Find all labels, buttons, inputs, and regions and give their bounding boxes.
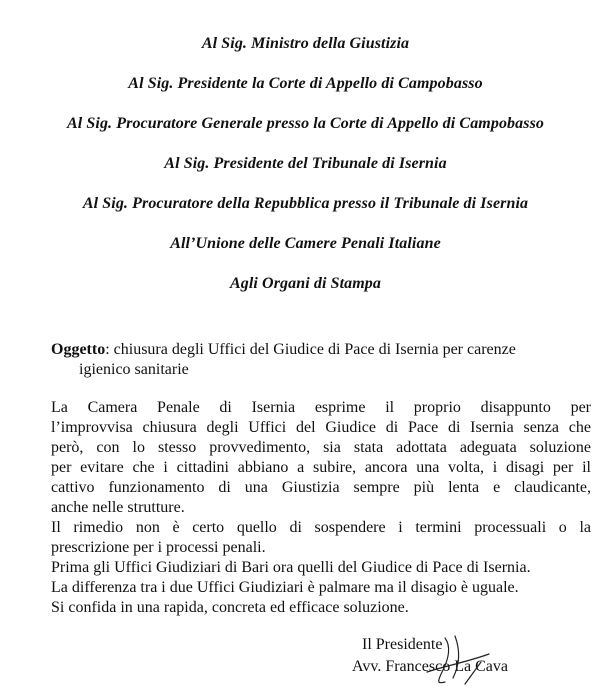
handwritten-signature-icon	[415, 632, 495, 688]
recipient-tribunal-president: Al Sig. Presidente del Tribunale di Isernia	[164, 155, 447, 172]
body-line: l’improvvisa chiusura degli Uffici del Giudice di Pace di Isernia senza che	[51, 419, 591, 436]
subject-block	[51, 340, 591, 380]
subject-label: Oggetto	[51, 341, 106, 358]
body-line: però, con lo stesso provvedimento, sia stata adottata adeguata soluzione	[51, 439, 591, 456]
recipient-minister: Al Sig. Ministro della Giustizia	[201, 35, 410, 52]
recipient-union: All’Unione delle Camere Penali Italiane	[170, 235, 441, 252]
recipients-list	[0, 34, 611, 314]
subject-line-1	[51, 340, 591, 360]
paragraph-1	[51, 398, 591, 518]
recipient-court-president: Al Sig. Presidente la Corte di Appello di Campobasso	[128, 75, 483, 92]
body-line: cattivo funzionamento di una Giustizia sempre più lenta e claudicante,	[51, 479, 591, 496]
letter-body	[51, 398, 591, 618]
paragraph-4: La differenza tra i due Uffici Giudiziari è palmare ma il disagio è uguale.	[51, 579, 519, 596]
body-line: per evitare che i cittadini abbiano a subire, ancora una volta, i disagi per il	[51, 459, 591, 476]
recipient-prosecutor-general: Al Sig. Procuratore Generale presso la Corte di Appello di Campobasso	[67, 115, 544, 132]
subject-text-1: : chiusura degli Uffici del Giudice di Pace di Isernia per carenze	[105, 341, 516, 358]
recipient-prosecutor: Al Sig. Procuratore della Repubblica presso il Tribunale di Isernia	[82, 195, 529, 212]
signature-title: Il Presidente	[362, 636, 443, 653]
paragraph-3: Prima gli Uffici Giudiziari di Bari ora quelli del Giudice di Pace di Isernia.	[51, 559, 531, 576]
paragraph-2	[51, 518, 591, 558]
body-line: prescrizione per i processi penali.	[51, 539, 266, 556]
body-line: Il rimedio non è certo quello di sospendere i termini processuali o la	[51, 519, 591, 536]
signature-name: Avv. Francesco La Cava	[352, 658, 508, 675]
subject-line-2: igienico sanitarie	[79, 361, 189, 378]
body-line: La Camera Penale di Isernia esprime il proprio disappunto per	[51, 399, 591, 416]
recipient-press: Agli Organi di Stampa	[229, 275, 382, 292]
paragraph-5: Si confida in una rapida, concreta ed efficace soluzione.	[51, 599, 409, 616]
body-line: anche nelle strutture.	[51, 499, 185, 516]
